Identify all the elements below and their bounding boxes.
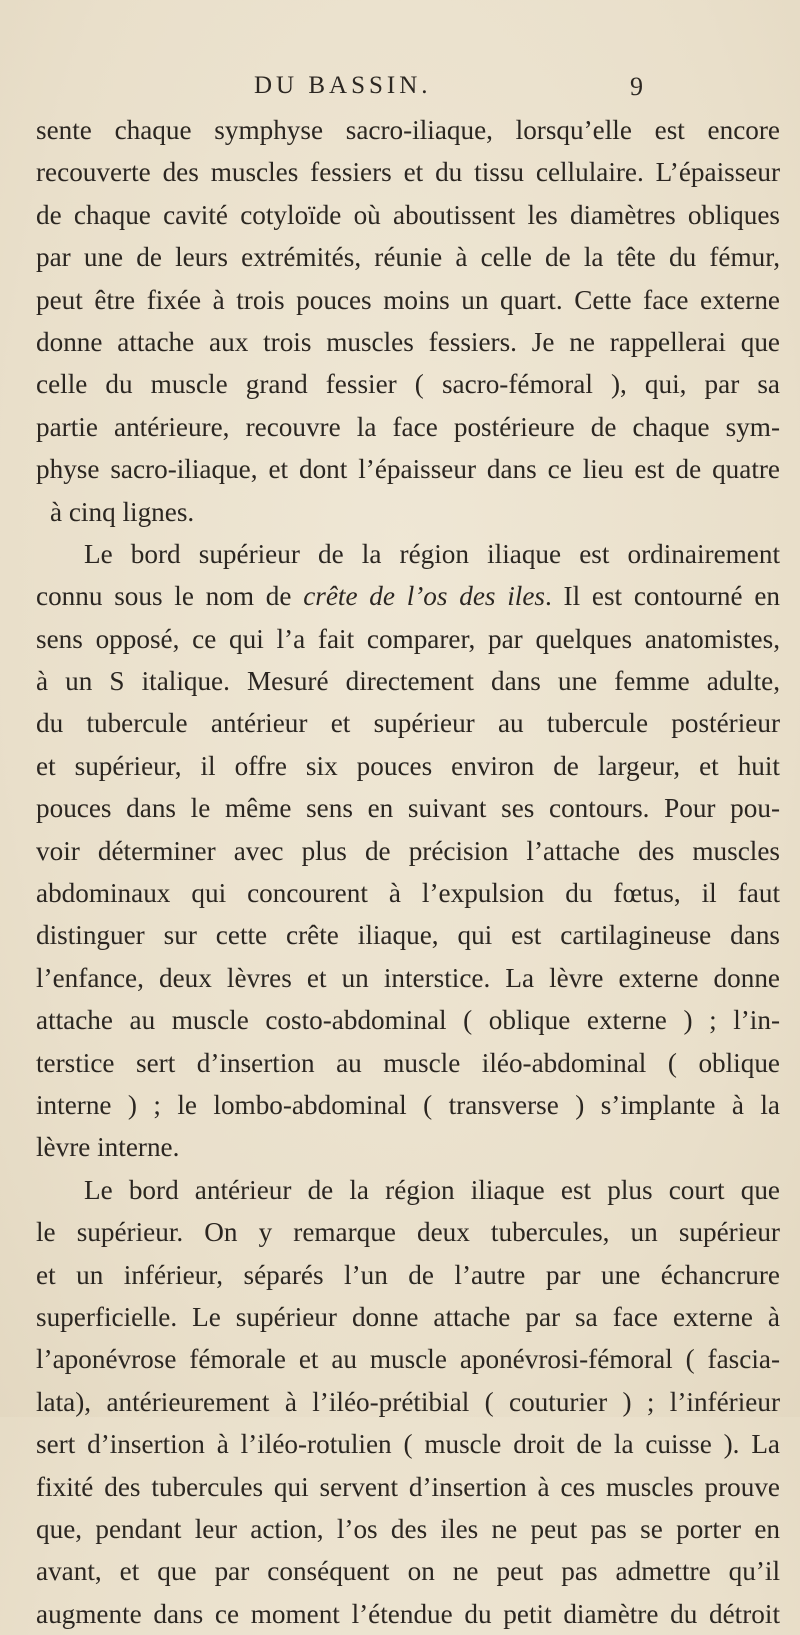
text-line: le supérieur. On y remarque deux tubercules, un supérieur (36, 1217, 780, 1248)
text-line: avant, et que par conséquent on ne peut pas admettre qu’il (36, 1556, 780, 1587)
text-line: pouces dans le même sens en suivant ses contours. Pour pou- (36, 793, 780, 824)
text-line: terstice sert d’insertion au muscle iléo-abdominal ( oblique (36, 1047, 780, 1078)
text-line: et un inférieur, séparés l’un de l’autre par une échancrure (36, 1259, 780, 1290)
text-line: recouverte des muscles fessiers et du tissu cellulaire. L’épaisseur (36, 157, 780, 188)
line-tail: . Il est contourné en (544, 581, 780, 612)
text-line: distinguer sur cette crête iliaque, qui est cartilagineuse dans (36, 920, 780, 951)
paragraph-end-line: lèvre interne. (36, 1132, 180, 1163)
text-line: sens opposé, ce qui l’a fait comparer, par quelques anatomistes, (36, 623, 780, 654)
text-line: voir déterminer avec plus de précision l’attache des muscles (36, 835, 780, 866)
text-line: par une de leurs extrémités, réunie à celle de la tête du fémur, (36, 242, 780, 273)
text-line: sert d’insertion à l’iléo-rotulien ( muscle droit de la cuisse ). La (36, 1429, 780, 1460)
text-line: à un S italique. Mesuré directement dans une femme adulte, (36, 666, 780, 697)
text-line: du tubercule antérieur et supérieur au tubercule postérieur (36, 708, 780, 739)
paragraph-start-line: Le bord antérieur de la région iliaque est plus court que (84, 1174, 780, 1205)
text-line: donne attache aux trois muscles fessiers. Je ne rappellerai que (36, 326, 780, 357)
italic-term: crête de l’os des iles (303, 581, 545, 612)
text-line: interne ) ; le lombo-abdominal ( transverse ) s’implante à la (36, 1089, 780, 1120)
text-line: partie antérieure, recouvre la face postérieure de chaque sym- (36, 411, 780, 442)
text-line: superficielle. Le supérieur donne attache par sa face externe à (36, 1301, 780, 1332)
text-line: et supérieur, il offre six pouces environ de largeur, et huit (36, 750, 780, 781)
body-text (36, 109, 780, 1635)
page-number: 9 (630, 72, 643, 101)
text-line: l’enfance, deux lèvres et un interstice. La lèvre externe donne (36, 962, 780, 993)
text-line: l’aponévrose fémorale et au muscle aponévrosi-fémoral ( fascia- (36, 1344, 780, 1375)
text-line: de chaque cavité cotyloïde où aboutissent les diamètres obliques (36, 199, 780, 230)
text-line: attache au muscle costo-abdominal ( oblique externe ) ; l’in- (36, 1005, 780, 1036)
running-title: DU BASSIN. (254, 72, 432, 99)
text-line: sente chaque symphyse sacro-iliaque, lorsqu’elle est encore (36, 115, 780, 145)
running-head (0, 72, 800, 106)
paragraph-end-line: à cinq lignes. (50, 496, 195, 527)
text-line: augmente dans ce moment l’étendue du petit diamètre du détroit (36, 1598, 780, 1629)
text-line: fixité des tubercules qui servent d’insertion à ces muscles prouve (36, 1471, 780, 1502)
text-line: que, pendant leur action, l’os des iles ne peut pas se porter en (36, 1513, 780, 1544)
text-line: peut être fixée à trois pouces moins un quart. Cette face externe (36, 284, 780, 315)
text-line-with-italic (36, 575, 780, 617)
text-line: lata), antérieurement à l’iléo-prétibial ( couturier ) ; l’inférieur (36, 1386, 780, 1417)
paragraph-start-line: Le bord supérieur de la région iliaque est ordinairement (84, 538, 780, 569)
text-line: abdominaux qui concourent à l’expulsion du fœtus, il faut (36, 878, 780, 909)
text-line: physe sacro-iliaque, et dont l’épaisseur dans ce lieu est de quatre (36, 454, 780, 485)
line-lead: connu sous le nom de (36, 581, 304, 612)
text-line: celle du muscle grand fessier ( sacro-fémoral ), qui, par sa (36, 369, 780, 400)
